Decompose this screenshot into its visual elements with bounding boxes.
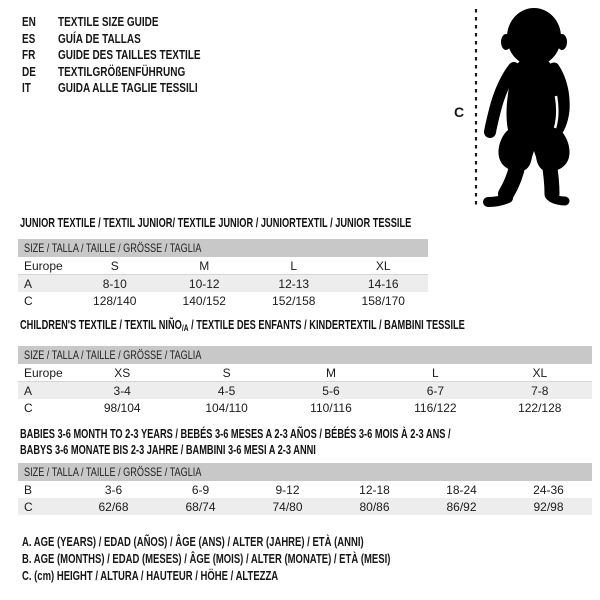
height-cell: 152/158 [272,293,316,308]
lang-code: IT [22,81,31,95]
months-cell: 12-18 [359,482,390,497]
lang-code: ES [22,31,36,46]
height-cell: 80/86 [359,499,390,514]
lang-code: EN [22,15,36,29]
months-cell: 9-12 [275,482,300,497]
lang-title: GUIDE DES TAILLES TEXTILE [58,48,201,62]
row-label: B [24,482,33,497]
size-header-row [18,346,592,364]
size-cell: S [222,365,231,380]
height-cell: 158/170 [361,293,405,308]
table-row-height [18,498,592,515]
table-row-europe [18,364,592,382]
row-label: A [24,276,33,291]
height-cell: 92/98 [533,499,564,514]
size-header-row [18,463,592,481]
legend [22,535,507,586]
height-cell: 98/104 [103,400,141,415]
height-cell: 128/140 [93,293,137,308]
size-header-label: SIZE / TALLA / TAILLE / GRÖSSE / TAGLIA [24,241,202,255]
table-row-months [18,481,592,498]
age-cell: 8-10 [102,276,127,291]
size-header-label: SIZE / TALLA / TAILLE / GRÖSSE / TAGLIA [24,465,202,479]
age-cell: 3-4 [113,383,131,398]
lang-title: GUIDA ALLE TAGLIE TESSILI [58,81,198,95]
lang-code: FR [22,48,36,62]
height-cell: 110/116 [310,400,352,415]
legend-line-c: C. (cm) HEIGHT / ALTURA / HAUTEUR / HÖHE / ALTEZZA [22,569,279,583]
row-label: Europe [24,258,63,273]
legend-line-a: A. AGE (YEARS) / EDAD (AÑOS) / ÂGE (ANS) / ALTER (JAHRE) / ETÀ (ANNI) [22,535,364,549]
size-cell: M [325,365,336,380]
size-cell: XS [114,365,131,380]
height-cell: 62/68 [98,499,129,514]
height-cell: 104/110 [205,400,248,415]
age-cell: 14-16 [367,276,399,291]
children-title-pre: CHILDREN'S TEXTILE / TEXTIL NIÑO [20,318,182,332]
age-cell: 6-7 [426,383,445,398]
lang-title: TEXTILE SIZE GUIDE [58,15,159,29]
table-row-height [18,399,592,416]
size-header-row [18,239,428,257]
height-cell: 140/152 [182,293,226,308]
junior-size-table [18,239,428,309]
row-label: C [24,400,33,415]
size-cell: L [290,258,298,273]
age-cell: 7-8 [531,383,549,398]
legend-line-b: B. AGE (MONTHS) / EDAD (MESES) / ÂGE (MOIS) / ALTER (MONATE) / ETÀ (MESI) [22,552,391,566]
table-row-europe [18,257,428,275]
age-cell: 12-13 [278,276,310,291]
months-cell: 6-9 [191,482,210,497]
months-cell: 24-36 [533,482,564,497]
baby-silhouette-icon [468,4,595,212]
height-cell: 74/80 [272,499,303,514]
height-cell: 86/92 [446,499,477,514]
months-cell: 3-6 [104,482,123,497]
junior-table-title: JUNIOR TEXTILE / TEXTIL JUNIOR/ TEXTILE JUNIOR / JUNIORTEXTIL / JUNIOR TESSILE [20,216,412,230]
age-cell: 5-6 [322,383,340,398]
row-label: A [24,383,33,398]
children-size-table [18,346,592,416]
table-row-age [18,275,428,293]
size-cell: S [110,258,119,273]
lang-title: TEXTILGRÖßENFÜHRUNG [58,64,186,79]
size-cell: XL [375,258,391,273]
babies-size-table [18,463,592,515]
age-cell: 10-12 [188,276,220,291]
size-cell: XL [532,365,548,380]
children-title-post: / TEXTILE DES ENFANTS / KINDERTEXTIL / BAMBINI TESSILE [188,318,465,332]
table-row-height [18,292,428,309]
row-label: C [24,293,33,308]
height-measure-label: C [454,104,465,120]
height-cell: 116/122 [414,400,457,415]
children-title-sub: /A [181,323,189,333]
row-label: Europe [24,365,63,380]
lang-code: DE [22,64,36,79]
babies-title-line2: BABYS 3-6 MONATE BIS 2-3 JAHRE / BAMBINI 3-6 MESI A 2-3 ANNI [20,443,316,457]
size-cell: L [432,365,439,380]
age-cell: 4-5 [217,383,236,398]
babies-title-line1: BABIES 3-6 MONTH TO 2-3 YEARS / BEBÉS 3-6 MESES A 2-3 AÑOS / BÉBÉS 3-6 MOIS À 2-3 ANS / [20,427,451,441]
row-label: C [24,499,33,514]
months-cell: 18-24 [446,482,477,497]
size-cell: M [199,258,210,273]
lang-title: GUÍA DE TALLAS [58,31,141,46]
babies-table-title [20,426,451,458]
height-cell: 68/74 [185,499,216,514]
children-table-title [20,318,465,335]
table-row-age [18,382,592,400]
height-cell: 122/128 [518,400,562,415]
size-header-label: SIZE / TALLA / TAILLE / GRÖSSE / TAGLIA [24,348,202,362]
